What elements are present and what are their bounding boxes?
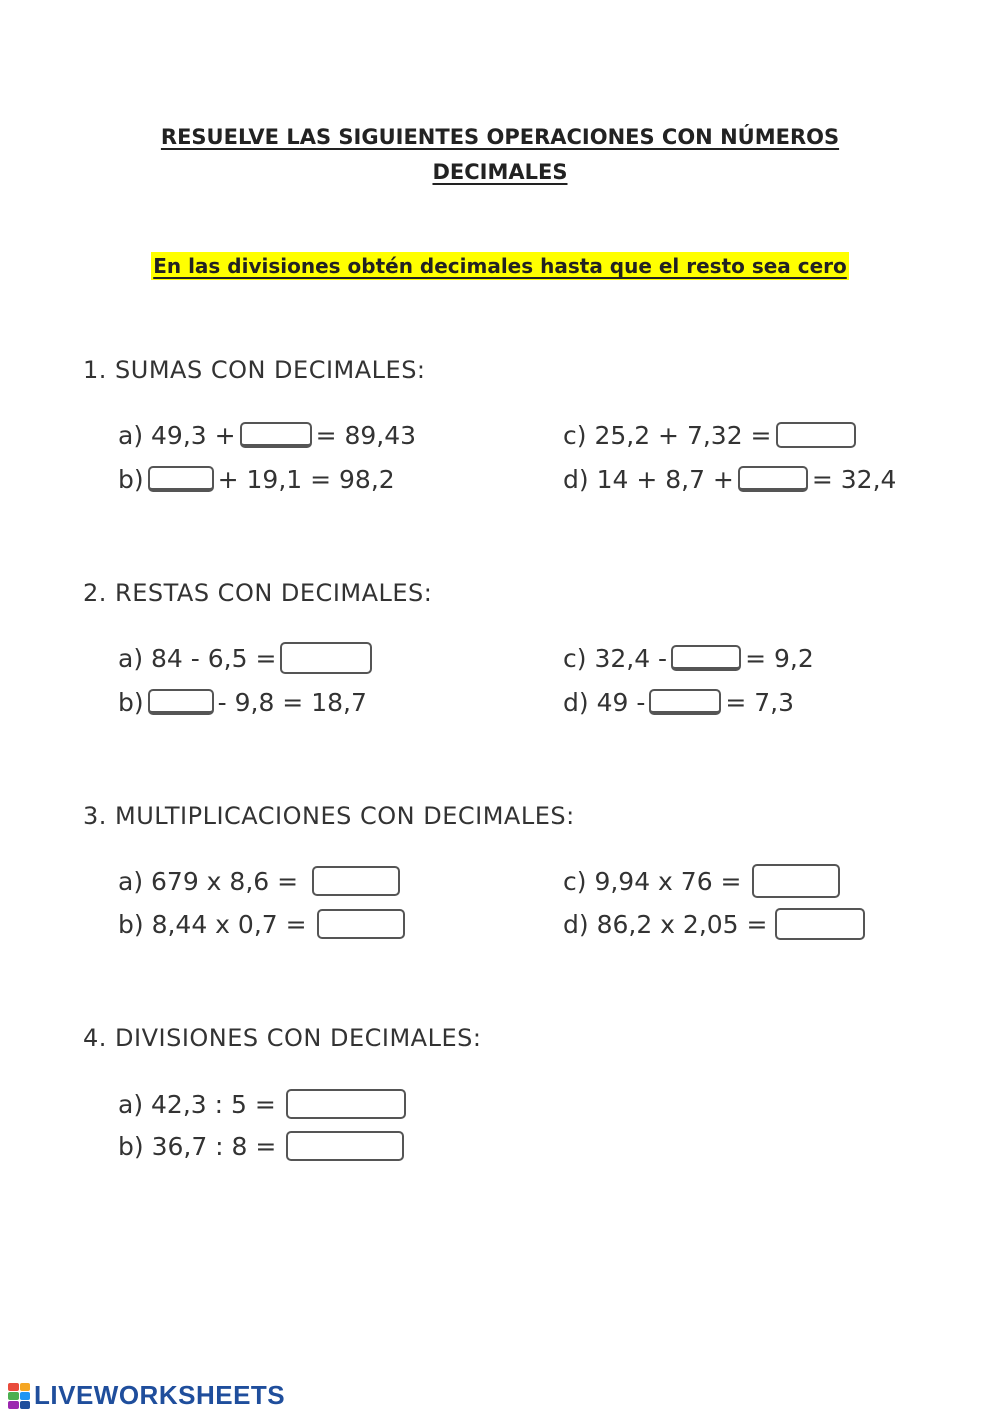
exercise-text: b) 8,44 x 0,7 = [118, 909, 307, 939]
exercise-text: - 9,8 = 18,7 [217, 687, 367, 717]
exercise-text: c) 25,2 + 7,32 = [563, 420, 772, 450]
exercise-divisiones-a [118, 1087, 410, 1121]
brand-suffix: WORKSHEETS [93, 1380, 286, 1410]
title-line-1: RESUELVE LAS SIGUIENTES OPERACIONES CON NÚMEROS [160, 125, 840, 149]
exercise-multiplicaciones-b [118, 907, 409, 941]
logo-tile [8, 1383, 19, 1391]
exercise-text: d) 86,2 x 2,05 = [563, 909, 768, 939]
exercise-text: = 32,4 [811, 464, 897, 494]
exercise-multiplicaciones-a [118, 864, 404, 898]
answer-box[interactable] [280, 642, 372, 674]
logo-tile [8, 1401, 19, 1409]
exercise-restas-b [118, 685, 367, 719]
exercise-text: d) 49 - [563, 687, 646, 717]
answer-box[interactable] [286, 1131, 404, 1161]
exercise-text: a) 679 x 8,6 = [118, 866, 299, 896]
answer-box[interactable] [317, 909, 405, 939]
exercise-multiplicaciones-d [563, 907, 869, 941]
logo-tile [20, 1383, 31, 1391]
answer-box[interactable] [240, 422, 312, 448]
exercise-text: d) 14 + 8,7 + [563, 464, 734, 494]
logo-tile [8, 1392, 19, 1400]
exercise-text: b) 36,7 : 8 = [118, 1131, 277, 1161]
exercise-text: a) 49,3 + [118, 420, 236, 450]
answer-box[interactable] [775, 908, 865, 940]
exercise-restas-c [563, 641, 814, 675]
section-title-divisiones: 4. DIVISIONES CON DECIMALES: [83, 1024, 482, 1052]
answer-box[interactable] [148, 689, 214, 715]
exercise-text: a) 84 - 6,5 = [118, 643, 277, 673]
exercise-text: c) 9,94 x 76 = [563, 866, 742, 896]
answer-box[interactable] [649, 689, 721, 715]
page-title [0, 120, 1000, 190]
answer-box[interactable] [286, 1089, 406, 1119]
exercise-text: + 19,1 = 98,2 [217, 464, 395, 494]
exercise-text: = 89,43 [315, 420, 417, 450]
instruction-banner [0, 254, 1000, 278]
exercise-text: = 7,3 [725, 687, 795, 717]
exercise-sumas-b [118, 462, 395, 496]
exercise-text: b) [118, 687, 144, 717]
exercise-text: c) 32,4 - [563, 643, 668, 673]
exercise-restas-d [563, 685, 794, 719]
exercise-divisiones-b [118, 1129, 408, 1163]
exercise-multiplicaciones-c [563, 864, 844, 898]
answer-box[interactable] [148, 466, 214, 492]
exercise-sumas-a [118, 418, 416, 452]
exercise-text: = 9,2 [745, 643, 814, 673]
answer-box[interactable] [671, 645, 741, 671]
instruction-text: En las divisiones obtén decimales hasta que el resto sea cero [153, 254, 847, 278]
exercise-restas-a [118, 641, 376, 675]
section-title-multiplicaciones: 3. MULTIPLICACIONES CON DECIMALES: [83, 802, 575, 830]
answer-box[interactable] [312, 866, 400, 896]
section-title-restas: 2. RESTAS CON DECIMALES: [83, 579, 433, 607]
exercise-text: b) [118, 464, 144, 494]
logo-tile [20, 1392, 31, 1400]
title-line-2: DECIMALES [432, 160, 568, 184]
logo-icon [8, 1383, 30, 1409]
section-title-sumas: 1. SUMAS CON DECIMALES: [83, 356, 426, 384]
logo-tile [20, 1401, 31, 1409]
answer-box[interactable] [752, 864, 840, 898]
answer-box[interactable] [776, 422, 856, 448]
liveworksheets-logo [8, 1380, 285, 1411]
exercise-text: a) 42,3 : 5 = [118, 1089, 276, 1119]
exercise-sumas-c [563, 418, 860, 452]
brand-prefix: LIVE [34, 1380, 94, 1410]
answer-box[interactable] [738, 466, 808, 492]
exercise-sumas-d [563, 462, 896, 496]
